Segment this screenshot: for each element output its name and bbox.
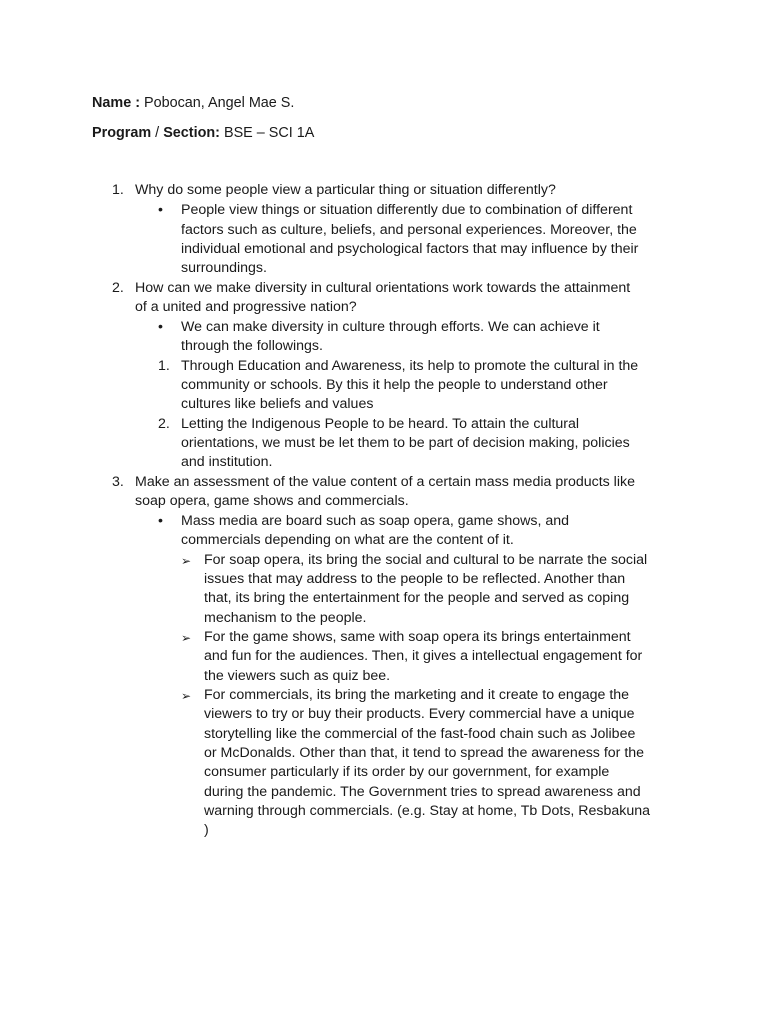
- arrow-item-text: and fun for the audiences. Then, it gives a intellectual engagement for: [204, 648, 643, 664]
- question-text: of a united and progressive nation?: [135, 299, 357, 315]
- program-label: Program: [92, 125, 152, 141]
- sub-item-number: 1.: [158, 358, 170, 374]
- arrow-item-text: warning through commercials. (e.g. Stay at home, Tb Dots, Resbakuna: [204, 803, 651, 819]
- sub-item-text: community or schools. By this it help the people to understand other: [181, 377, 608, 393]
- arrow-item-text: or McDonalds. Other than that, it tend to spread the awareness for the: [204, 745, 645, 761]
- arrow-item-text: consumer particularly if its order by our government, for example: [204, 764, 610, 780]
- question-number: 3.: [112, 474, 124, 490]
- arrow-item-text: For commercials, its bring the marketing and it create to engage the: [204, 687, 630, 703]
- sub-item-text: cultures like beliefs and values: [181, 396, 374, 412]
- answer-text: Mass media are board such as soap opera, game shows, and: [181, 513, 570, 529]
- program-separator: /: [151, 125, 164, 141]
- bullet-marker: •: [158, 513, 163, 529]
- question-text: Why do some people view a particular thing or situation differently?: [135, 182, 556, 198]
- arrow-item-text: during the pandemic. The Government tries to spread awareness and: [204, 784, 641, 800]
- arrow-item-text: issues that may address to the people to be reflected. Another than: [204, 571, 626, 587]
- answer-text: individual emotional and psychological factors that may influence by their: [181, 241, 639, 257]
- arrow-item-text: that, its bring the entertainment for the people and served as coping: [204, 590, 630, 606]
- question-text: Make an assessment of the value content of a certain mass media products like: [135, 474, 635, 490]
- arrow-bullet-icon: ➢: [181, 631, 192, 645]
- sub-item-text: orientations, we must be let them to be part of decision making, policies: [181, 435, 630, 451]
- answer-text: commercials depending on what are the content of it.: [181, 532, 514, 548]
- question-number: 2.: [112, 280, 124, 296]
- bullet-marker: •: [158, 202, 163, 218]
- name-label: Name :: [92, 95, 140, 111]
- question-text: How can we make diversity in cultural orientations work towards the attainment: [135, 280, 631, 296]
- arrow-item-text: For the game shows, same with soap opera its brings entertainment: [204, 629, 631, 645]
- arrow-item-text: viewers to try or buy their products. Every commercial have a unique: [204, 706, 635, 722]
- sub-item-text: and institution.: [181, 454, 273, 470]
- answer-text: surroundings.: [181, 260, 267, 276]
- answer-text: through the followings.: [181, 338, 323, 354]
- arrow-item-text: mechanism to the people.: [204, 610, 367, 626]
- question-number: 1.: [112, 182, 124, 198]
- arrow-item-text: ): [204, 822, 209, 838]
- bullet-marker: •: [158, 319, 163, 335]
- arrow-bullet-icon: ➢: [181, 554, 192, 568]
- arrow-item-text: the viewers such as quiz bee.: [204, 668, 391, 684]
- arrow-bullet-icon: ➢: [181, 689, 192, 703]
- name-value: Pobocan, Angel Mae S.: [140, 95, 295, 111]
- sub-item-text: Letting the Indigenous People to be heard. To attain the cultural: [181, 416, 580, 432]
- answer-text: factors such as culture, beliefs, and personal experiences. Moreover, the: [181, 222, 637, 238]
- section-label: Section:: [163, 125, 220, 141]
- program-value: BSE – SCI 1A: [219, 125, 315, 141]
- question-text: soap opera, game shows and commercials.: [135, 493, 409, 509]
- name-line: [92, 93, 294, 113]
- arrow-item-text: For soap opera, its bring the social and cultural to be narrate the social: [204, 552, 648, 568]
- answer-text: We can make diversity in culture through efforts. We can achieve it: [181, 319, 600, 335]
- answer-text: People view things or situation differently due to combination of different: [181, 202, 633, 218]
- sub-item-text: Through Education and Awareness, its help to promote the cultural in the: [181, 358, 639, 374]
- arrow-item-text: storytelling like the commercial of the fast-food chain such as Jolibee: [204, 726, 636, 742]
- sub-item-number: 2.: [158, 416, 170, 432]
- program-line: [92, 123, 314, 143]
